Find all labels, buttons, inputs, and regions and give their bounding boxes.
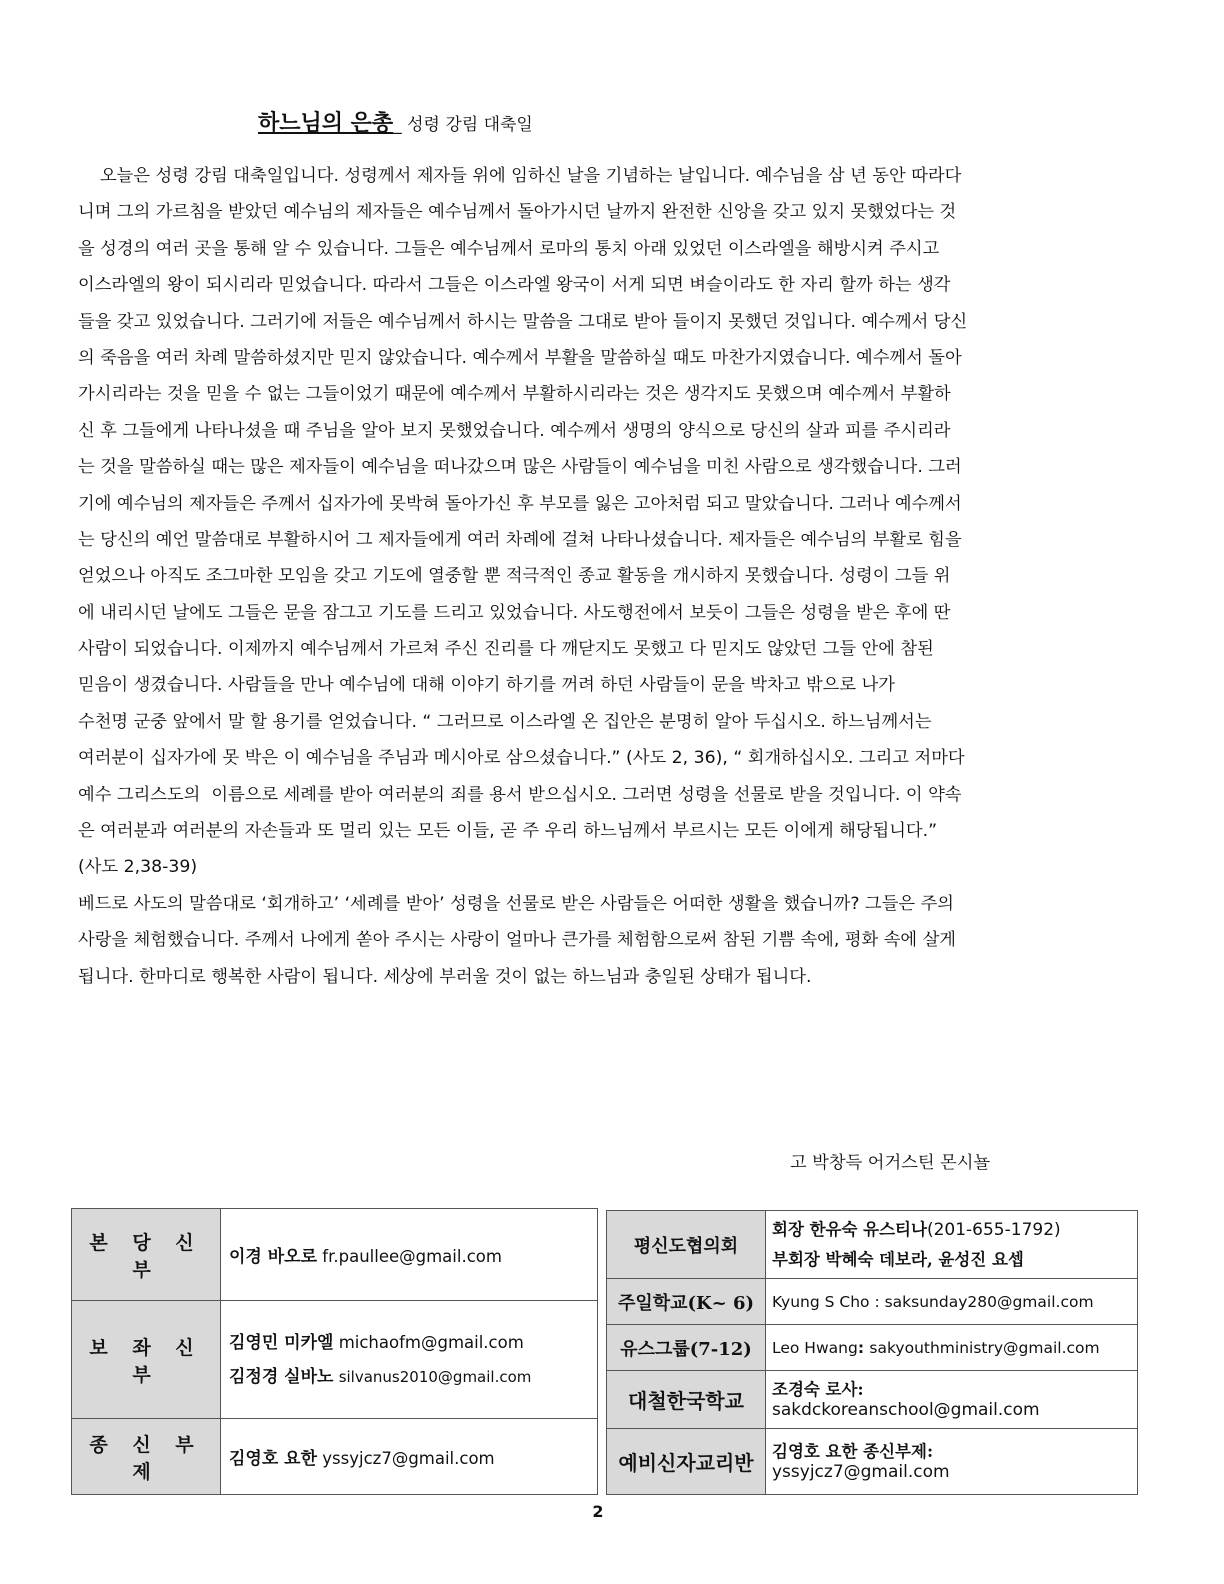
pastor-name: 이경 바오로 — [229, 1247, 318, 1267]
title-sub: _ 성령 강림 대축일 — [393, 115, 533, 135]
deacon-name: 김영호 요한 — [229, 1449, 318, 1469]
body-line: 얻었으나 아직도 조그마한 모임을 갖고 기도에 열중할 뿐 적극적인 종교 활동을 개시하지 못했습니다. 성령이 그들 위 — [78, 566, 951, 587]
youth-name: Leo Hwang — [772, 1338, 858, 1357]
sunday-school-value: Kyung S Cho : saksunday280@gmail.com — [766, 1279, 1138, 1325]
body-line: 이스라엘의 왕이 되시리라 믿었습니다. 따라서 그들은 이스라엘 왕국이 서게 되면 벼슬이라도 한 자리 할까 하는 생각 — [78, 275, 951, 296]
body-line: 은 여러분과 여러분의 자손들과 또 멀리 있는 모든 이들, 곧 주 우리 하느님께서 부르시는 모든 이에게 해당됩니다.” — [78, 821, 938, 842]
body-line: 신 후 그들에게 나타나셨을 때 주님을 알아 보지 못했었습니다. 예수께서 생명의 양식으로 당신의 살과 피를 주시리라 — [78, 420, 951, 441]
body-line: 여러분이 십자가에 못 박은 이 예수님을 주님과 메시아로 삼으셨습니다.” (사도 2, 36), “ 회개하십시오. 그리고 저마다 — [78, 748, 965, 769]
youth-email: sakyouthministry@gmail.com — [869, 1338, 1100, 1357]
assistant2-name: 김정경 실바노 — [229, 1366, 334, 1387]
assistant1-name: 김영민 미카엘 — [229, 1332, 334, 1353]
deacon-label: 종 신 부 제 — [72, 1419, 221, 1495]
body-line: 사람이 되었습니다. 이제까지 예수님께서 가르쳐 주신 진리를 다 깨닫지도 못했고 다 믿지도 않았던 그들 안에 참된 — [78, 639, 934, 660]
body-line: 는 것을 말씀하실 때는 많은 제자들이 예수님을 떠나갔으며 많은 사람들이 예수님을 미친 사람으로 생각했습니다. 그러 — [78, 457, 962, 478]
body-line: (사도 2,38-39) — [78, 857, 198, 878]
korean-school-email: sakdckoreanschool@gmail.com — [772, 1399, 1040, 1420]
clergy-table — [71, 1208, 598, 1495]
catechism-cell — [766, 1429, 1138, 1495]
article-body — [78, 158, 1148, 995]
pastor-label: 본 당 신 부 — [72, 1209, 221, 1301]
body-line: 예수 그리스도의 이름으로 세례를 받아 여러분의 죄를 용서 받으십시오. 그러면 성령을 선물로 받을 것입니다. 이 약속 — [78, 784, 962, 805]
body-line: 기에 예수님의 제자들은 주께서 십자가에 못박혀 돌아가신 후 부모를 잃은 고아처럼 되고 말았습니다. 그러나 예수께서 — [78, 493, 962, 514]
assistant2-email: silvanus2010@gmail.com — [338, 1367, 532, 1386]
body-line: 베드로 사도의 말씀대로 ‘회개하고’ ‘세례를 받아’ 성령을 선물로 받은 사람들은 어떠한 생활을 했습니까? 그들은 주의 — [78, 893, 954, 914]
catechism-name: 김영호 요한 종신부제: — [772, 1441, 934, 1461]
sunday-school-label: 주일학교(K~ 6) — [607, 1279, 766, 1325]
author-signature: 고 박창득 어거스틴 몬시뇰 — [790, 1153, 991, 1173]
ministry-table — [606, 1210, 1138, 1495]
body-line: 을 성경의 여러 곳을 통해 알 수 있습니다. 그들은 예수님께서 로마의 통치 아래 있었던 이스라엘을 해방시켜 주시고 — [78, 238, 940, 259]
council-president: 회장 한유숙 유스티나 — [772, 1219, 927, 1239]
article-title — [258, 106, 533, 137]
assistant1-email: michaofm@gmail.com — [338, 1332, 524, 1352]
body-line: 됩니다. 한마디로 행복한 사람이 됩니다. 세상에 부러울 것이 없는 하느님과 충일된 상태가 됩니다. — [78, 966, 812, 987]
korean-school-cell — [766, 1371, 1138, 1429]
council-label: 평신도협의회 — [607, 1211, 766, 1279]
assistant-cell — [221, 1301, 598, 1419]
body-line: 의 죽음을 여러 차례 말씀하셨지만 믿지 않았습니다. 예수께서 부활을 말씀하실 때도 마찬가지였습니다. 예수께서 돌아 — [78, 347, 962, 368]
deacon-cell — [221, 1419, 598, 1495]
pastor-cell — [221, 1209, 598, 1301]
body-line: 는 당신의 예언 말씀대로 부활하시어 그 제자들에게 여러 차례에 걸쳐 나타나셨습니다. 제자들은 예수님의 부활로 힘을 — [78, 529, 962, 550]
body-line: 믿음이 생겼습니다. 사람들을 만나 예수님에 대해 이야기 하기를 꺼려 하던 사람들이 문을 박차고 밖으로 나가 — [78, 675, 895, 696]
catechism-label: 예비신자교리반 — [607, 1429, 766, 1495]
council-vice: 부회장 박혜숙 데보라, 윤성진 요셉 — [772, 1249, 1024, 1269]
body-line: 에 내리시던 날에도 그들은 문을 잠그고 기도를 드리고 있었습니다. 사도행전에서 보듯이 그들은 성령을 받은 후에 딴 — [78, 602, 951, 623]
catechism-email: yssyjcz7@gmail.com — [772, 1461, 950, 1482]
council-cell — [766, 1211, 1138, 1279]
body-line: 수천명 군중 앞에서 말 할 용기를 얻었습니다. “ 그러므로 이스라엘 온 집안은 분명히 알아 두십시오. 하느님께서는 — [78, 711, 932, 732]
title-main: 하느님의 은총 — [258, 111, 394, 136]
pastor-email: fr.paullee@gmail.com — [322, 1247, 502, 1266]
body-line: 들을 갖고 있었습니다. 그러기에 저들은 예수님께서 하시는 말씀을 그대로 받아 들이지 못했던 것입니다. 예수께서 당신 — [78, 311, 968, 332]
korean-school-label: 대철한국학교 — [607, 1371, 766, 1429]
body-line: 오늘은 성령 강림 대축일입니다. 성령께서 제자들 위에 임하신 날을 기념하는 날입니다. 예수님을 삼 년 동안 따라다 — [78, 166, 962, 186]
korean-school-name: 조경숙 로사: — [772, 1379, 864, 1399]
assistant-label: 보 좌 신 부 — [72, 1301, 221, 1419]
body-line: 니며 그의 가르침을 받았던 예수님의 제자들은 예수님께서 돌아가시던 날까지 완전한 신앙을 갖고 있지 못했었다는 것 — [78, 202, 957, 223]
youth-group-cell — [766, 1325, 1138, 1371]
page-number: 2 — [592, 1502, 604, 1521]
body-line: 사랑을 체험했습니다. 주께서 나에게 쏟아 주시는 사랑이 얼마나 큰가를 체험함으로써 참된 기쁨 속에, 평화 속에 살게 — [78, 930, 956, 951]
youth-group-label: 유스그룹(7-12) — [607, 1325, 766, 1371]
deacon-email: yssyjcz7@gmail.com — [322, 1449, 495, 1468]
body-line: 가시리라는 것을 믿을 수 없는 그들이었기 때문에 예수께서 부활하시리라는 것은 생각지도 못했으며 예수께서 부활하 — [78, 384, 951, 405]
youth-separator: : — [857, 1338, 870, 1357]
council-phone: (201-655-1792) — [926, 1219, 1061, 1240]
